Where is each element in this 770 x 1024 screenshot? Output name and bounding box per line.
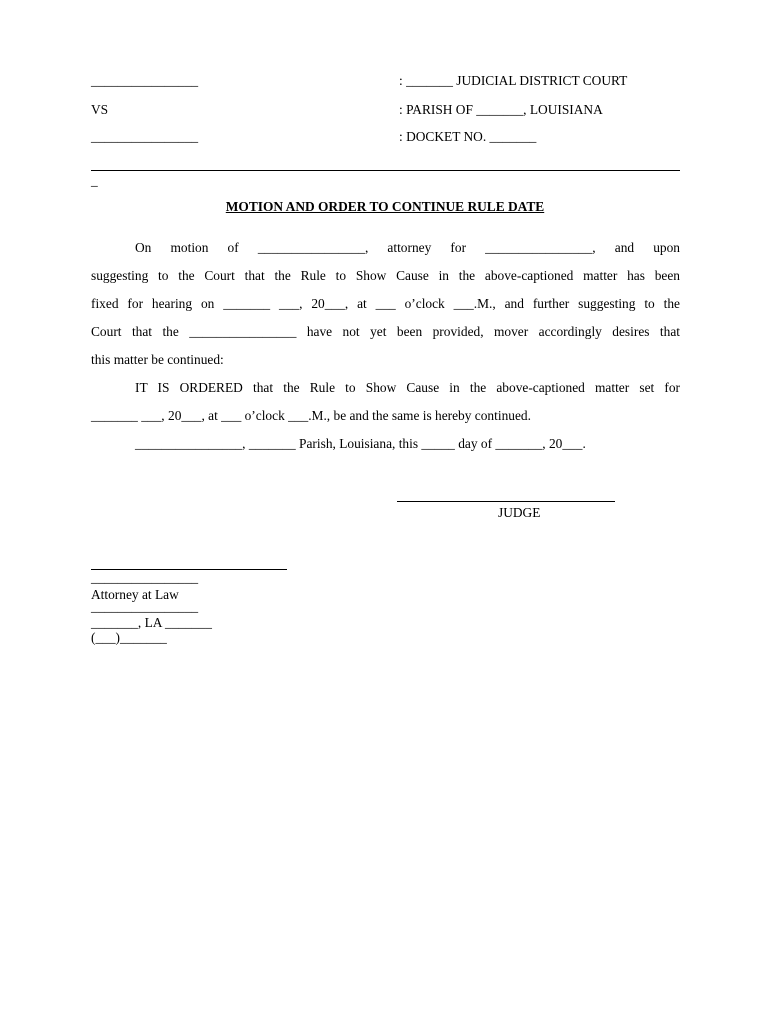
order-date-line: ________________, _______ Parish, Louisiana, this _____ day of _______, 20___.: [135, 436, 586, 451]
attorney-title: Attorney at Law: [91, 587, 179, 602]
court-line: : _______ JUDICIAL DISTRICT COURT: [399, 73, 628, 88]
vs-label: VS: [91, 102, 109, 117]
judge-label: JUDGE: [498, 505, 541, 520]
caption-divider: [91, 170, 680, 171]
parish-line: : PARISH OF _______, LOUISIANA: [399, 102, 603, 117]
attorney-phone-line: (___)_______: [91, 630, 167, 645]
order-line-1: IT IS ORDERED that the Rule to Show Cause in the above-captioned matter set for: [135, 380, 680, 395]
docket-line: : DOCKET NO. _______: [399, 129, 537, 144]
attorney-city-line: _______, LA _______: [91, 615, 212, 630]
body-line-5: this matter be continued:: [91, 352, 224, 367]
attorney-address-blank: ________________: [91, 599, 199, 614]
body-line-2: suggesting to the Court that the Rule to Show Cause in the above-captioned matter has been: [91, 268, 680, 283]
body-line-1: On motion of ________________, attorney for ________________, and upon: [135, 240, 680, 255]
judge-signature-line: [397, 501, 615, 502]
body-line-3: fixed for hearing on _______ ___, 20___, at ___ o’clock ___.M., and further suggesting to the: [91, 296, 680, 311]
attorney-name-blank: ________________: [91, 570, 199, 585]
document-title: MOTION AND ORDER TO CONTINUE RULE DATE: [225, 199, 545, 214]
caption-divider-tail: _: [91, 173, 98, 188]
order-line-2: _______ ___, 20___, at ___ o’clock ___.M., be and the same is hereby continued.: [91, 408, 531, 423]
plaintiff-blank: ________________: [91, 73, 199, 88]
body-line-4: Court that the ________________ have not yet been provided, mover accordingly desires that: [91, 324, 680, 339]
defendant-blank: ________________: [91, 129, 199, 144]
